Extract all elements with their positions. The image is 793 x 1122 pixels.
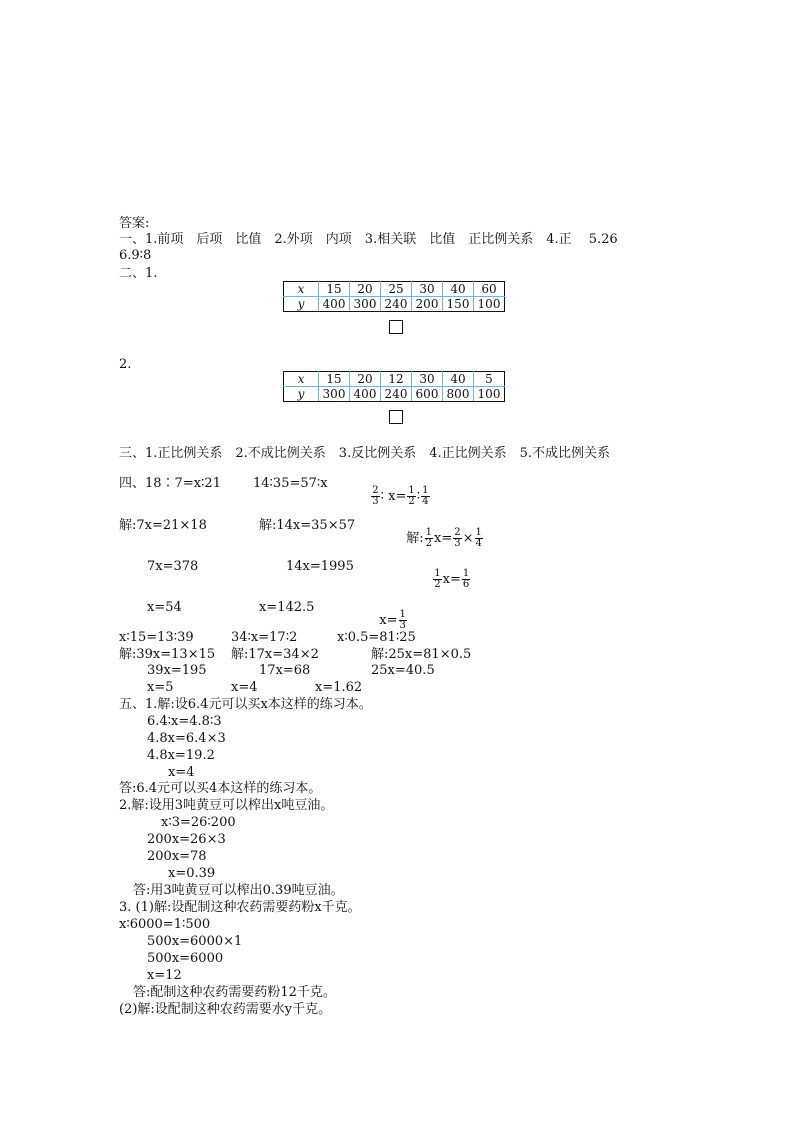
table-cell: 12 [381, 372, 412, 387]
fraction: $\frac{1}{4}$ [422, 485, 429, 507]
step: 6.4∶x=4.8∶3 [147, 714, 222, 729]
table-cell: 40 [443, 372, 474, 387]
answer-2: x=142.5 [259, 600, 315, 615]
table-cell: 800 [443, 387, 474, 402]
table-cell: 5 [474, 372, 505, 387]
prop-answer-3: x=1.62 [315, 680, 363, 695]
eq-1: 四、18∶7=x∶21 [119, 476, 221, 491]
prop-solve-3: 解:25x=81×0.5 [371, 647, 472, 662]
section-5-q3-part2: (2)解:设配制这种农药需要水y千克。 [119, 1002, 332, 1017]
solve-2: 解:14x=35×57 [259, 518, 356, 533]
step: x∶6000=1∶500 [119, 917, 211, 932]
prop-result-2: 17x=68 [259, 663, 311, 678]
table-cell: 150 [443, 297, 474, 312]
table-cell: y [284, 387, 319, 402]
prop-2: 34∶x=17∶2 [231, 630, 298, 645]
section-2-item-1: 二、1. [119, 266, 158, 281]
result-1: 7x=378 [147, 559, 199, 574]
table-cell: 30 [412, 372, 443, 387]
fraction: $\frac{2}{3}$ [372, 485, 379, 507]
table-cell: 100 [474, 297, 505, 312]
fraction: $\frac{1}{4}$ [475, 527, 482, 549]
table-cell: y [284, 297, 319, 312]
prop-answer-2: x=4 [231, 680, 258, 695]
table-cell: 15 [319, 372, 350, 387]
section-1-line-b: 6.9∶8 [119, 248, 152, 263]
table-cell: 20 [350, 372, 381, 387]
answer-line: 答:用3吨黄豆可以榨出0.39吨豆油。 [133, 883, 344, 898]
prop-1: x∶15=13∶39 [119, 630, 194, 645]
answer-3: x= $\frac{1}{3}$ [379, 609, 406, 631]
table-cell: 200 [412, 297, 443, 312]
table-cell: 100 [474, 387, 505, 402]
step: x=4 [168, 765, 195, 780]
answer-box [389, 410, 403, 424]
table-cell: x [284, 282, 319, 297]
answer-box [389, 320, 403, 334]
result-3: $\frac{1}{2}$ x= $\frac{1}{6}$ [434, 568, 470, 590]
solve-1: 解:7x=21×18 [119, 518, 207, 533]
prop-3: x∶0.5=81∶25 [337, 630, 416, 645]
section-5-q1: 五、1.解:设6.4元可以买x本这样的练习本。 [119, 697, 372, 712]
table-cell: 40 [443, 282, 474, 297]
prop-solve-1: 解:39x=13×15 [119, 647, 216, 662]
table-cell: 25 [381, 282, 412, 297]
step: 500x=6000 [147, 951, 224, 966]
section-5-q3: 3. (1)解:设配制这种农药需要药粉x千克。 [119, 900, 361, 915]
section-5-q2: 2.解:设用3吨黄豆可以榨出x吨豆油。 [119, 798, 334, 813]
table-cell: 300 [319, 387, 350, 402]
section-1-line: 一、1.前项 后项 比值 2.外项 内项 3.相关联 比值 正比例关系 4.正 5.26 [119, 232, 618, 247]
fraction: $\frac{2}{3}$ [454, 527, 461, 549]
step: 4.8x=19.2 [147, 748, 215, 763]
table-cell: 240 [381, 297, 412, 312]
answer-1: x=54 [147, 600, 182, 615]
answer-line: 答:配制这种农药需要药粉12千克。 [133, 985, 336, 1000]
fraction: $\frac{1}{2}$ [434, 568, 441, 590]
step: x∶3=26∶200 [161, 815, 236, 830]
table-cell: 400 [319, 297, 350, 312]
solve-3: 解: $\frac{1}{2}$ x= $\frac{2}{3}$ × $\frac{1}{4}$ [406, 527, 482, 549]
step: x=0.39 [168, 866, 216, 881]
table-cell: 240 [381, 387, 412, 402]
eq-3: $\frac{2}{3}$ ∶ x= $\frac{1}{2}$ ∶ $\frac{1}{4}$ [372, 485, 429, 507]
prop-solve-2: 解:17x=34×2 [231, 647, 319, 662]
fraction: $\frac{1}{2}$ [408, 485, 415, 507]
eq-2: 14∶35=57∶x [253, 476, 328, 491]
fraction: $\frac{1}{2}$ [425, 527, 433, 549]
table-cell: 600 [412, 387, 443, 402]
table-cell: 400 [350, 387, 381, 402]
section-2-item-2: 2. [119, 357, 132, 372]
step: 200x=26×3 [147, 832, 226, 847]
table-cell: 300 [350, 297, 381, 312]
answer-line: 答:6.4元可以买4本这样的练习本。 [119, 781, 322, 796]
fraction: $\frac{1}{3}$ [399, 609, 406, 631]
table-cell: 20 [350, 282, 381, 297]
table-cell: 60 [474, 282, 505, 297]
fraction: $\frac{1}{6}$ [462, 568, 470, 590]
prop-result-1: 39x=195 [147, 663, 207, 678]
table-cell: x [284, 372, 319, 387]
answer-heading: 答案: [119, 216, 150, 231]
step: x=12 [147, 968, 182, 983]
result-2: 14x=1995 [286, 559, 354, 574]
table-2 [283, 371, 505, 402]
step: 500x=6000×1 [147, 934, 243, 949]
step: 4.8x=6.4×3 [147, 731, 226, 746]
prop-answer-1: x=5 [147, 680, 174, 695]
table-cell: 30 [412, 282, 443, 297]
table-1 [283, 281, 505, 312]
section-3-line: 三、1.正比例关系 2.不成比例关系 3.反比例关系 4.正比例关系 5.不成比例关系 [119, 446, 611, 461]
prop-result-3: 25x=40.5 [371, 663, 435, 678]
table-cell: 15 [319, 282, 350, 297]
step: 200x=78 [147, 849, 207, 864]
